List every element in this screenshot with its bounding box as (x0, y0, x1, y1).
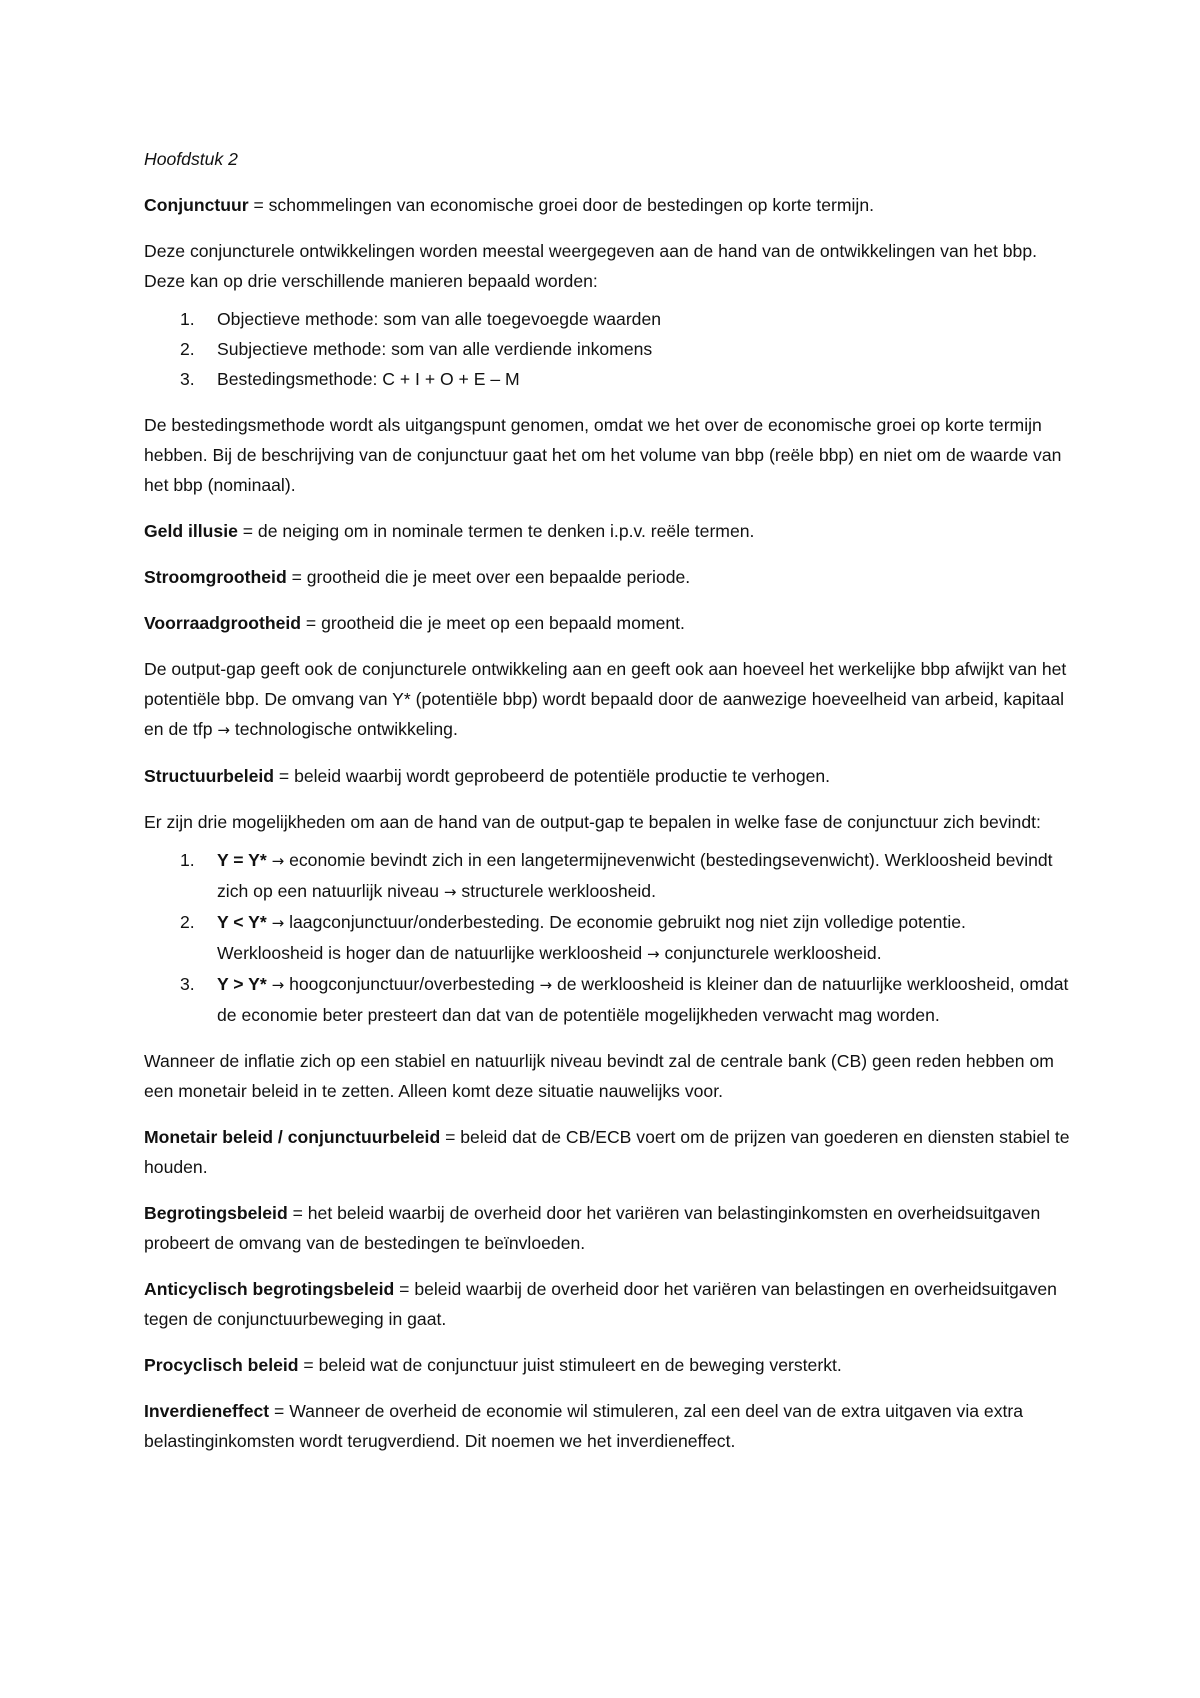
term: Anticyclisch begrotingsbeleid (144, 1279, 395, 1299)
list-number: 2. (180, 912, 195, 932)
definition: = het beleid waarbij de overheid door het variëren van belastinginkomsten en overheidsuitgaven probeert de omvang van de bestedingen te beïnvloeden. (144, 1203, 1041, 1253)
definition-structuurbeleid (144, 761, 1070, 791)
chapter-heading: Hoofdstuk 2 (144, 149, 238, 169)
definition-voorraadgrootheid (144, 608, 1070, 638)
term: Monetair beleid / conjunctuurbeleid (144, 1127, 441, 1147)
list-item (144, 845, 1070, 907)
list-number: 1. (180, 309, 195, 329)
list-text: hoogconjunctuur/overbesteding (284, 974, 535, 994)
definition-geld-illusie (144, 516, 1070, 546)
arrow-right-icon: → (443, 883, 457, 901)
list-text: conjuncturele werkloosheid. (659, 943, 882, 963)
definition: = Wanneer de overheid de economie wil stimuleren, zal een deel van de extra uitgaven via extra belastinginkomsten wordt terugverdiend. Dit noemen we het inverdieneffect. (144, 1401, 1024, 1451)
list-number: 3. (180, 369, 195, 389)
term: Inverdieneffect (144, 1401, 270, 1421)
term: Conjunctuur (144, 195, 249, 215)
definition-procyclisch (144, 1350, 1070, 1380)
list-number: 2. (180, 339, 195, 359)
output-gap-paragraph (144, 654, 1070, 745)
definition: = schommelingen van economische groei door de bestedingen op korte termijn. (248, 195, 875, 215)
definition-conjunctuur (144, 190, 1070, 220)
arrow-right-icon: → (271, 976, 285, 994)
list-item (144, 304, 1070, 334)
list-item (144, 364, 1070, 394)
definition: = grootheid die je meet over een bepaalde periode. (286, 567, 691, 587)
definition: = beleid waarbij de overheid door het variëren van belastingen en overheidsuitgaven tegen de conjunctuurbeweging in gaat. (144, 1279, 1057, 1329)
paragraph-text: technologische ontwikkeling. (229, 719, 458, 739)
term: Voorraadgrootheid (144, 613, 302, 633)
definition-stroomgrootheid (144, 562, 1070, 592)
list-number: 1. (180, 850, 195, 870)
term: Begrotingsbeleid (144, 1203, 288, 1223)
list-text: Subjectieve methode: som van alle verdiende inkomens (217, 339, 653, 359)
list-text: Bestedingsmethode: C + I + O + E – M (217, 369, 520, 389)
list-item (144, 334, 1070, 364)
term: Structuurbeleid (144, 766, 275, 786)
definition-inverdieneffect (144, 1396, 1070, 1456)
mogelijkheden-intro: Er zijn drie mogelijkheden om aan de hand van de output-gap te bepalen in welke fase de conjunctuur zich bevindt: (144, 812, 1041, 832)
list-text: laagconjunctuur/onderbesteding. De economie gebruikt nog niet zijn volledige potentie. Werkloosheid is hoger dan de natuurlijke werkloosheid (217, 912, 966, 963)
arrow-right-icon: → (271, 914, 285, 932)
arrow-right-icon: → (647, 945, 660, 963)
paragraph-text: De output-gap geeft ook de conjuncturele ontwikkeling aan en geeft ook aan hoeveel het werkelijke bbp afwijkt van het potentiële bbp. De omvang van Y* (potentiële bbp) wordt bepaald door de aanwezige hoeveelheid van arbeid, kapitaal en de tfp (144, 659, 1067, 739)
bestedingsmethode-paragraph: De bestedingsmethode wordt als uitgangspunt genomen, omdat we het over de economische groei op korte termijn hebben. Bij de beschrijving van de conjunctuur gaat het om het volume van bbp (reële bbp) en niet om de waarde van het bbp (nominaal). (144, 415, 1062, 495)
list-text: economie bevindt zich in een langetermijnevenwicht (bestedingsevenwicht). Werkloosheid bevindt zich op een natuurlijk niveau (217, 850, 1053, 901)
list-item (144, 969, 1070, 1030)
definition: = beleid wat de conjunctuur juist stimuleert en de beweging versterkt. (298, 1355, 842, 1375)
list-item (144, 907, 1070, 969)
definition-begrotingsbeleid (144, 1198, 1070, 1258)
term: Stroomgrootheid (144, 567, 287, 587)
condition: Y = Y* (217, 850, 267, 870)
methods-list (144, 304, 1070, 394)
term: Geld illusie (144, 521, 238, 541)
condition: Y < Y* (217, 912, 267, 932)
definition: = grootheid die je meet op een bepaald moment. (301, 613, 685, 633)
definition-monetair-beleid (144, 1122, 1070, 1182)
condition: Y > Y* (217, 974, 267, 994)
list-number: 3. (180, 974, 195, 994)
definition: = de neiging om in nominale termen te denken i.p.v. reële termen. (237, 521, 755, 541)
phases-list (144, 845, 1070, 1030)
definition: = beleid dat de CB/ECB voert om de prijzen van goederen en diensten stabiel te houden. (144, 1127, 1070, 1177)
list-text: Objectieve methode: som van alle toegevoegde waarden (217, 309, 662, 329)
term: Procyclisch beleid (144, 1355, 299, 1375)
definition-anticyclisch (144, 1274, 1070, 1334)
inflatie-paragraph: Wanneer de inflatie zich op een stabiel en natuurlijk niveau bevindt zal de centrale bank (CB) geen reden hebben om een monetair beleid in te zetten. Alleen komt deze situatie nauwelijks voor. (144, 1051, 1054, 1101)
arrow-right-icon: → (539, 976, 553, 994)
arrow-right-icon: → (217, 721, 230, 739)
intro-paragraph: Deze conjuncturele ontwikkelingen worden meestal weergegeven aan de hand van de ontwikkelingen van het bbp. Deze kan op drie verschillende manieren bepaald worden: (144, 241, 1037, 291)
list-text: structurele werkloosheid. (456, 881, 656, 901)
list-text: de werkloosheid is kleiner dan de natuurlijke werkloosheid, omdat de economie beter presteert dan dat van de potentiële mogelijkheden verwacht mag worden. (217, 974, 1069, 1025)
arrow-right-icon: → (271, 852, 285, 870)
definition: = beleid waarbij wordt geprobeerd de potentiële productie te verhogen. (274, 766, 831, 786)
